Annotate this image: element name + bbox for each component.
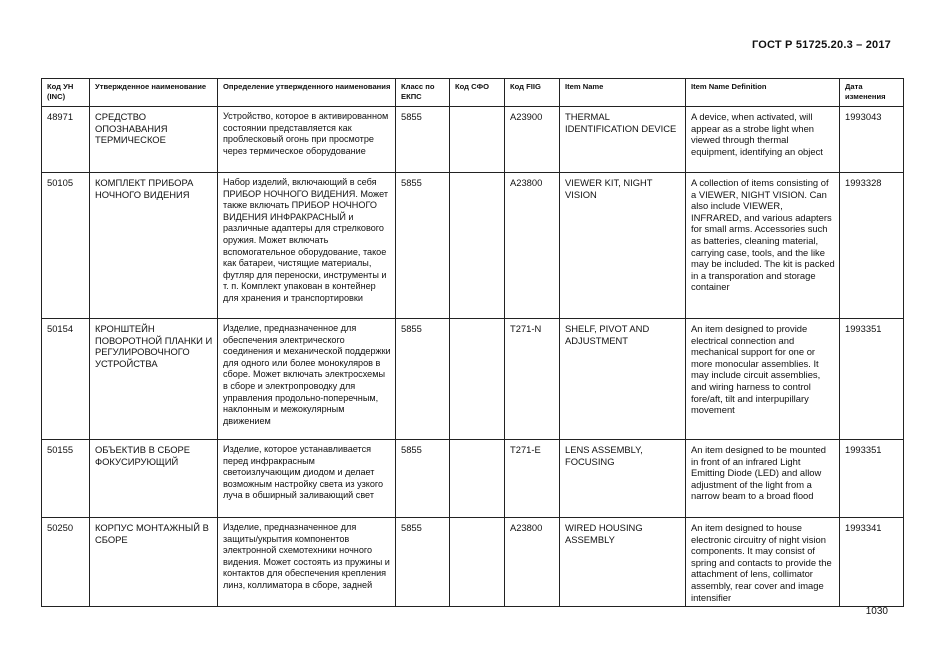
cell-sfo (450, 107, 505, 173)
cell-fiig: T271-N (505, 319, 560, 440)
cell-date: 1993351 (840, 319, 904, 440)
cell-name-ru: КОРПУС МОНТАЖНЫЙ В СБОРЕ (90, 518, 218, 607)
cell-fiig: A23800 (505, 173, 560, 319)
header-definition-ru: Определение утвержденного наименования (218, 79, 396, 107)
cell-date: 1993328 (840, 173, 904, 319)
cell-inc: 50155 (42, 440, 90, 518)
table-row (42, 319, 904, 440)
cell-name-ru: КОМПЛЕКТ ПРИБОРА НОЧНОГО ВИДЕНИЯ (90, 173, 218, 319)
page-number: 1030 (865, 606, 888, 617)
cell-definition-ru: Устройство, которое в активированном состоянии представляется как проблесковый огонь при просмотре через термическое оборудование (218, 107, 396, 173)
cell-class: 5855 (396, 518, 450, 607)
table-row (42, 173, 904, 319)
header-item-definition: Item Name Definition (686, 79, 840, 107)
cell-definition-ru: Изделие, предназначенное для защиты/укрытия компонентов электронной схемотехники ночного видения. Может состоять из пружины и контактов для обеспечения крепления линз, коллиматора в сборе, задней (218, 518, 396, 607)
header-fiig: Код FIIG (505, 79, 560, 107)
cell-inc: 50250 (42, 518, 90, 607)
cell-sfo (450, 518, 505, 607)
cell-sfo (450, 173, 505, 319)
cell-item-definition: An item designed to be mounted in front of an infrared Light Emitting Diode (LED) and allow adjustment of the light from a narrow beam to a broad flood (686, 440, 840, 518)
cell-definition-ru: Набор изделий, включающий в себя ПРИБОР НОЧНОГО ВИДЕНИЯ. Может также включать ПРИБОР НОЧНОГО ВИДЕНИЯ ИНФРАКРАСНЫЙ и различные адаптеры для стрелкового оружия. Может включать вспомогательное оборудование, такое как батареи, чистящие материалы, футляр для переноски, инструменты и т. п. Комплект упакован в контейнер для хранения и транспортировки (218, 173, 396, 319)
cell-class: 5855 (396, 107, 450, 173)
cell-fiig: A23800 (505, 518, 560, 607)
header-date: Дата изменения (840, 79, 904, 107)
table-row (42, 440, 904, 518)
cell-name-ru: КРОНШТЕЙН ПОВОРОТНОЙ ПЛАНКИ И РЕГУЛИРОВОЧНОГО УСТРОЙСТВА (90, 319, 218, 440)
cell-name-ru: ОБЪЕКТИВ В СБОРЕ ФОКУСИРУЮЩИЙ (90, 440, 218, 518)
header-item-name: Item Name (560, 79, 686, 107)
header-sfo: Код СФО (450, 79, 505, 107)
cell-sfo (450, 440, 505, 518)
document-title: ГОСТ Р 51725.20.3 – 2017 (751, 39, 891, 51)
cell-item-name: LENS ASSEMBLY, FOCUSING (560, 440, 686, 518)
cell-inc: 48971 (42, 107, 90, 173)
cell-class: 5855 (396, 319, 450, 440)
cell-definition-ru: Изделие, предназначенное для обеспечения электрического соединения и механической поддержки для одного или более монокуляров в сборе. Может включать электросхемы в сборе и электропроводку для управления продольно-поперечным, наклонным и межокулярным движением (218, 319, 396, 440)
cell-item-definition: A collection of items consisting of a VIEWER, NIGHT VISION. Can also include VIEWER, INFRARED, and various adapters for small arms. Accessories such as batteries, cleaning material, carrying case, tools, and the like may be included. The kit is packed in a transporation and storage container (686, 173, 840, 319)
cell-name-ru: СРЕДСТВО ОПОЗНАВАНИЯ ТЕРМИЧЕСКОЕ (90, 107, 218, 173)
cell-item-definition: An item designed to house electronic circuitry of night vision components. It may consist of spring and contacts to provide the attachment of lens, collimator assembly, rear cover and image intensifier (686, 518, 840, 607)
cell-item-name: VIEWER KIT, NIGHT VISION (560, 173, 686, 319)
cell-date: 1993341 (840, 518, 904, 607)
cell-item-name: WIRED HOUSING ASSEMBLY (560, 518, 686, 607)
header-inc: Код УН (INC) (42, 79, 90, 107)
cell-inc: 50154 (42, 319, 90, 440)
cell-date: 1993043 (840, 107, 904, 173)
cell-definition-ru: Изделие, которое устанавливается перед инфракрасным светоизлучающим диодом и делает возможным настройку света из узкого луча в обширный заливающий свет (218, 440, 396, 518)
cell-class: 5855 (396, 440, 450, 518)
cell-inc: 50105 (42, 173, 90, 319)
header-class: Класс по ЕКПС (396, 79, 450, 107)
cell-item-name: SHELF, PIVOT AND ADJUSTMENT (560, 319, 686, 440)
cell-date: 1993351 (840, 440, 904, 518)
cell-class: 5855 (396, 173, 450, 319)
cell-item-definition: An item designed to provide electrical connection and mechanical support for one or more monocular assemblies. It may include circuit assemblies, and wiring harness to control fore/aft, tilt and interpupillary movement (686, 319, 840, 440)
catalog-table (41, 78, 904, 607)
cell-fiig: A23900 (505, 107, 560, 173)
table-row (42, 518, 904, 607)
table-header-row (42, 79, 904, 107)
cell-item-definition: A device, when activated, will appear as a strobe light when viewed through thermal equipment, identifying an object (686, 107, 840, 173)
table-row (42, 107, 904, 173)
header-name-ru: Утвержденное наименование (90, 79, 218, 107)
cell-item-name: THERMAL IDENTIFICATION DEVICE (560, 107, 686, 173)
cell-sfo (450, 319, 505, 440)
cell-fiig: T271-E (505, 440, 560, 518)
